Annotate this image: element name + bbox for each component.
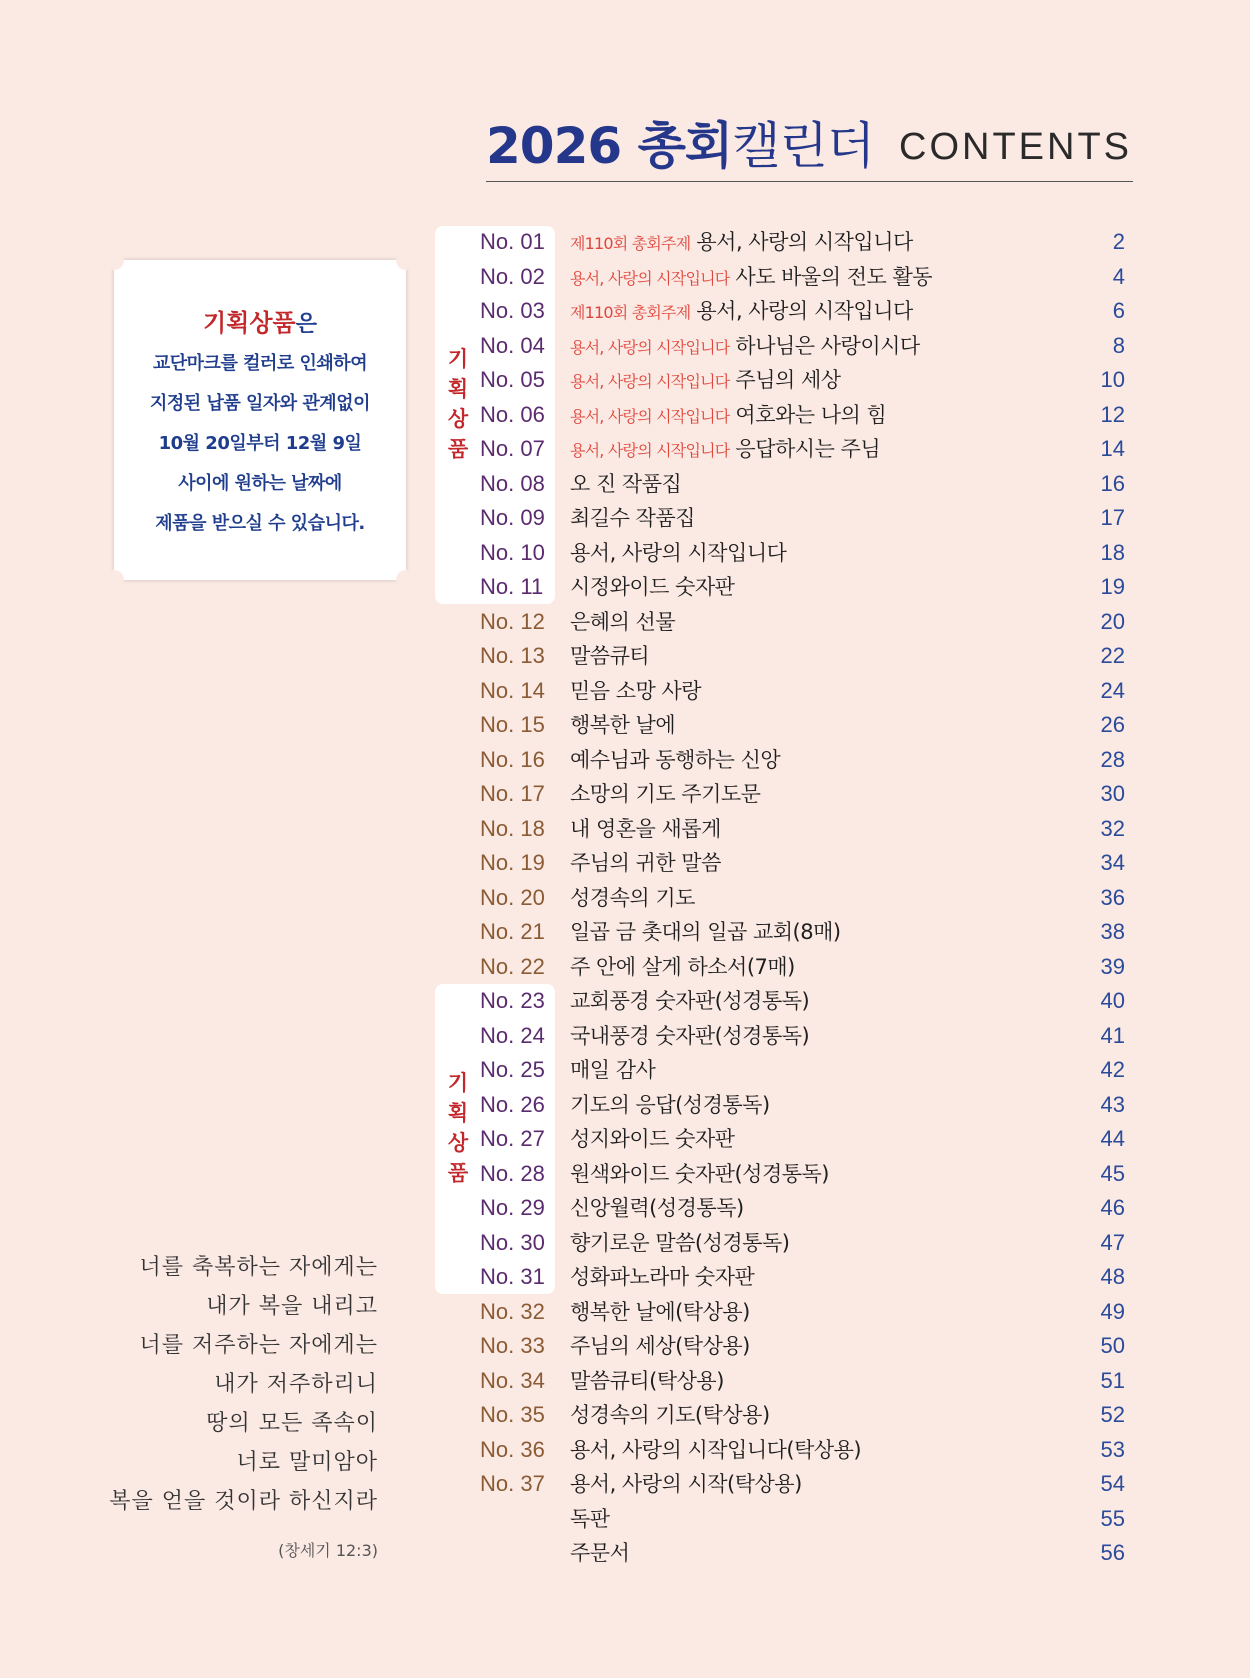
- item-title-group: [570, 363, 841, 399]
- side-label-char: 기: [447, 1071, 469, 1095]
- item-title: 성지와이드 숫자판: [570, 1127, 735, 1151]
- verse-line: 내가 복을 내리고: [206, 1294, 378, 1319]
- item-title-group: [570, 1433, 861, 1467]
- page-number: 34: [1100, 850, 1125, 875]
- page-number: 22: [1100, 643, 1125, 668]
- item-title: 주님의 세상: [735, 368, 841, 392]
- page-number: 20: [1100, 608, 1125, 634]
- verse-line: 너를 저주하는 자에게는: [139, 1333, 378, 1358]
- item-title: 용서, 사랑의 시작입니다(탁상용): [570, 1437, 862, 1462]
- item-number: No. 01: [480, 229, 545, 254]
- item-number: No. 10: [480, 539, 545, 565]
- toc-row[interactable]: [0, 536, 1250, 570]
- page-number: 17: [1100, 505, 1125, 530]
- page-number: 12: [1100, 401, 1125, 427]
- page-number: 19: [1100, 574, 1125, 599]
- item-number: No. 27: [480, 1126, 545, 1151]
- side-label-char: 품: [447, 1161, 469, 1185]
- toc-row[interactable]: [0, 467, 1250, 501]
- item-title-group: [570, 881, 695, 915]
- page-number: 26: [1100, 712, 1125, 737]
- page-number: 42: [1100, 1057, 1125, 1082]
- item-title: 소망의 기도 주기도문: [570, 782, 761, 806]
- page-number: 24: [1100, 677, 1125, 703]
- side-label-char: 상: [447, 407, 469, 431]
- page-number: 56: [1100, 1540, 1125, 1565]
- item-number: No. 21: [480, 919, 545, 944]
- verse-line: 너를 축복하는 자에게는: [139, 1255, 378, 1280]
- item-title: 시정와이드 숫자판: [570, 575, 735, 599]
- page-title: [486, 108, 874, 184]
- toc-row[interactable]: [0, 398, 1250, 432]
- item-number: No. 20: [480, 884, 545, 910]
- page-number: 45: [1100, 1160, 1125, 1186]
- toc-row[interactable]: [0, 225, 1250, 259]
- verse-line: 너로 말미암아: [236, 1450, 378, 1475]
- page-number: 52: [1100, 1402, 1125, 1427]
- page-number: 44: [1100, 1126, 1125, 1151]
- page-subtitle: CONTENTS: [899, 126, 1132, 168]
- side-label-char: 획: [447, 377, 469, 401]
- item-number: No. 22: [480, 953, 545, 979]
- item-title: 하나님은 사랑이시다: [735, 333, 920, 358]
- verse-reference: (창세기 12:3): [278, 1541, 378, 1560]
- item-number: No. 11: [480, 574, 544, 599]
- item-title: 교회풍경 숫자판(성경통독): [570, 989, 810, 1013]
- page-number: 50: [1100, 1333, 1125, 1358]
- item-title-group: [570, 708, 675, 742]
- item-title: 독판: [570, 1506, 610, 1531]
- verse-line: 복을 얻을 것이라 하신지라: [109, 1489, 378, 1514]
- page-number: 41: [1100, 1022, 1125, 1048]
- toc-row[interactable]: [0, 950, 1250, 984]
- item-number: No. 32: [480, 1298, 545, 1324]
- toc-row[interactable]: [0, 708, 1250, 742]
- toc-row[interactable]: [0, 1191, 1250, 1225]
- item-title: 용서, 사랑의 시작입니다: [696, 299, 913, 323]
- page-number: 16: [1100, 470, 1125, 496]
- title-bold: 2026 총회: [486, 117, 733, 175]
- item-title: 말씀큐티(탁상용): [570, 1368, 724, 1393]
- toc-row[interactable]: [0, 363, 1250, 397]
- item-title-group: [570, 950, 795, 984]
- toc-row[interactable]: [0, 294, 1250, 328]
- page-number: 46: [1100, 1195, 1125, 1220]
- item-theme-prefix: 용서, 사랑의 시작입니다: [570, 406, 730, 426]
- verse-line: 내가 저주하리니: [214, 1372, 378, 1397]
- page-number: 54: [1100, 1471, 1125, 1496]
- page-number: 28: [1100, 746, 1125, 772]
- item-theme-prefix: 용서, 사랑의 시작입니다: [570, 372, 730, 391]
- toc-row[interactable]: [0, 501, 1250, 535]
- item-number: No. 35: [480, 1402, 545, 1427]
- item-title-group: [570, 536, 786, 570]
- item-number: No. 08: [480, 470, 545, 496]
- toc-row[interactable]: [0, 1122, 1250, 1156]
- toc-row[interactable]: [0, 846, 1250, 880]
- item-title-group: [570, 1295, 750, 1329]
- item-title-group: [570, 294, 913, 330]
- toc-row[interactable]: [0, 984, 1250, 1018]
- item-title-group: [570, 225, 913, 261]
- item-theme-prefix: 용서, 사랑의 시작입니다: [570, 268, 730, 288]
- item-title-group: [570, 1157, 829, 1191]
- title-light: 캘린더: [732, 117, 875, 175]
- item-title: 원색와이드 숫자판(성경통독): [570, 1161, 829, 1186]
- page-number: 51: [1100, 1367, 1125, 1393]
- item-number: No. 07: [480, 436, 545, 461]
- item-title-group: [570, 1226, 789, 1260]
- item-title-group: [570, 777, 760, 811]
- item-title-group: [570, 329, 920, 365]
- notice-line: 사이에 원하는 날짜에: [178, 473, 342, 494]
- notice-line: 제품을 받으실 수 있습니다.: [155, 513, 365, 534]
- item-title: 최길수 작품집: [570, 506, 695, 530]
- item-title: 기도의 응답(성경통독): [570, 1092, 770, 1117]
- toc-row[interactable]: [0, 812, 1250, 846]
- notice-line: 교단마크를 컬러로 인쇄하여: [152, 353, 368, 374]
- item-title: 행복한 날에(탁상용): [570, 1299, 750, 1324]
- notice-line: 10월 20일부터 12월 9일: [158, 433, 362, 454]
- item-title-group: [570, 260, 932, 296]
- item-number: No. 09: [480, 505, 545, 530]
- item-number: No. 34: [480, 1367, 545, 1393]
- item-title: 주문서: [570, 1541, 630, 1565]
- item-title-group: [570, 570, 734, 604]
- item-title: 행복한 날에: [570, 713, 676, 737]
- item-title: 국내풍경 숫자판(성경통독): [570, 1023, 810, 1048]
- scripture-verse: [80, 1248, 378, 1563]
- item-title: 성경속의 기도(탁상용): [570, 1403, 770, 1427]
- item-number: No. 31: [480, 1264, 545, 1289]
- item-title: 은혜의 선물: [570, 609, 676, 634]
- page-number: 47: [1100, 1229, 1125, 1255]
- toc-row[interactable]: [0, 329, 1250, 363]
- toc-row[interactable]: [0, 639, 1250, 673]
- item-number: No. 28: [480, 1160, 545, 1186]
- item-number: No. 12: [480, 608, 545, 634]
- item-number: No. 37: [480, 1471, 545, 1496]
- toc-row[interactable]: [0, 1019, 1250, 1053]
- item-title: 향기로운 말씀(성경통독): [570, 1230, 790, 1255]
- item-title-group: [570, 1191, 744, 1225]
- item-title: 주님의 귀한 말씀: [570, 851, 721, 875]
- side-label-char: 기: [447, 347, 469, 371]
- item-title-group: [570, 674, 701, 708]
- page-number: 40: [1100, 988, 1125, 1013]
- item-number: No. 25: [480, 1057, 545, 1082]
- item-title-group: [570, 639, 649, 673]
- item-title: 매일 감사: [570, 1058, 656, 1082]
- item-title-group: [570, 1536, 629, 1570]
- toc-row[interactable]: [0, 881, 1250, 915]
- item-number: No. 33: [480, 1333, 545, 1358]
- item-title: 용서, 사랑의 시작입니다: [696, 230, 913, 254]
- item-title: 내 영혼을 새롭게: [570, 816, 721, 841]
- side-label-char: 상: [447, 1131, 469, 1155]
- item-title-group: [570, 1329, 750, 1363]
- item-number: No. 26: [480, 1091, 545, 1117]
- page-number: 18: [1100, 539, 1125, 565]
- item-title-group: [570, 398, 886, 434]
- toc-row[interactable]: [0, 432, 1250, 466]
- item-number: No. 14: [480, 677, 545, 703]
- item-title-group: [570, 984, 809, 1018]
- item-theme-prefix: 제110회 총회주제: [570, 234, 691, 253]
- item-title: 성화파노라마 숫자판: [570, 1265, 755, 1289]
- item-title-group: [570, 1467, 802, 1501]
- page-number: 6: [1112, 298, 1125, 323]
- page-number: 53: [1100, 1436, 1125, 1462]
- page-number: 10: [1100, 367, 1125, 392]
- title-divider: [486, 181, 1133, 182]
- item-number: No. 05: [480, 367, 545, 392]
- notice-heading-highlight: 기획상품: [202, 309, 296, 337]
- toc-row[interactable]: [0, 1053, 1250, 1087]
- side-label-char: 품: [447, 437, 469, 461]
- item-number: No. 18: [480, 815, 545, 841]
- item-title: 여호와는 나의 힘: [735, 402, 887, 427]
- verse-line: 땅의 모든 족속이: [206, 1411, 378, 1436]
- item-title: 성경속의 기도: [570, 885, 695, 910]
- item-title-group: [570, 812, 721, 846]
- item-title-group: [570, 743, 780, 777]
- toc-row[interactable]: [0, 570, 1250, 604]
- page-number: 4: [1112, 263, 1125, 289]
- page-number: 14: [1100, 436, 1125, 461]
- item-title-group: [570, 1260, 754, 1294]
- item-theme-prefix: 용서, 사랑의 시작입니다: [570, 441, 730, 460]
- item-number: No. 04: [480, 332, 545, 358]
- item-title: 오 진 작품집: [570, 471, 682, 496]
- item-number: No. 36: [480, 1436, 545, 1462]
- page-number: 8: [1112, 332, 1125, 358]
- toc-row[interactable]: [0, 260, 1250, 294]
- item-title-group: [570, 501, 695, 535]
- item-title-group: [570, 1122, 734, 1156]
- item-title-group: [570, 1502, 610, 1536]
- page-number: 48: [1100, 1264, 1125, 1289]
- item-title: 용서, 사랑의 시작(탁상용): [570, 1472, 802, 1496]
- item-number: No. 17: [480, 781, 545, 806]
- item-title: 응답하시는 주님: [735, 437, 881, 461]
- item-number: No. 23: [480, 988, 545, 1013]
- page-number: 55: [1100, 1505, 1125, 1531]
- item-title: 예수님과 동행하는 신앙: [570, 747, 781, 772]
- page-number: 39: [1100, 953, 1125, 979]
- toc-row[interactable]: [0, 1088, 1250, 1122]
- item-number: No. 15: [480, 712, 545, 737]
- item-title: 주님의 세상(탁상용): [570, 1334, 750, 1358]
- item-title: 믿음 소망 사랑: [570, 678, 702, 703]
- toc-row[interactable]: [0, 1157, 1250, 1191]
- item-title-group: [570, 432, 880, 468]
- item-title: 용서, 사랑의 시작입니다: [570, 540, 787, 565]
- item-number: No. 02: [480, 263, 545, 289]
- item-title-group: [570, 1019, 809, 1053]
- item-theme-prefix: 제110회 총회주제: [570, 303, 691, 322]
- item-theme-prefix: 용서, 사랑의 시작입니다: [570, 337, 730, 357]
- item-title: 일곱 금 촛대의 일곱 교회(8매): [570, 920, 841, 944]
- toc-row[interactable]: [0, 605, 1250, 639]
- item-title-group: [570, 1088, 770, 1122]
- item-number: No. 29: [480, 1195, 545, 1220]
- page-header: [486, 108, 1132, 184]
- item-number: No. 03: [480, 298, 545, 323]
- item-title: 신앙월력(성경통독): [570, 1196, 744, 1220]
- item-title-group: [570, 1364, 724, 1398]
- item-title-group: [570, 1053, 655, 1087]
- item-title: 주 안에 살게 하소서(7매): [570, 954, 795, 979]
- side-label-char: 획: [447, 1101, 469, 1125]
- item-title-group: [570, 1398, 770, 1432]
- toc-row[interactable]: [0, 674, 1250, 708]
- toc-row[interactable]: [0, 743, 1250, 777]
- page-number: 38: [1100, 919, 1125, 944]
- page-number: 43: [1100, 1091, 1125, 1117]
- item-title-group: [570, 915, 841, 949]
- item-title: 말씀큐티: [570, 644, 650, 668]
- notice-heading-rest: 은: [295, 312, 317, 337]
- page-number: 30: [1100, 781, 1125, 806]
- notice-line: 지정된 납품 일자와 관계없이: [150, 393, 370, 414]
- item-title-group: [570, 846, 721, 880]
- item-title-group: [570, 467, 681, 501]
- item-number: No. 06: [480, 401, 545, 427]
- page-number: 2: [1112, 229, 1125, 254]
- toc-row[interactable]: [0, 915, 1250, 949]
- item-title: 사도 바울의 전도 활동: [735, 264, 933, 289]
- page-number: 36: [1100, 884, 1125, 910]
- item-title-group: [570, 605, 675, 639]
- page-number: 49: [1100, 1298, 1125, 1324]
- item-number: No. 30: [480, 1229, 545, 1255]
- item-number: No. 24: [480, 1022, 545, 1048]
- item-number: No. 16: [480, 746, 545, 772]
- toc-row[interactable]: [0, 777, 1250, 811]
- item-number: No. 13: [480, 643, 545, 668]
- page-number: 32: [1100, 815, 1125, 841]
- item-number: No. 19: [480, 850, 545, 875]
